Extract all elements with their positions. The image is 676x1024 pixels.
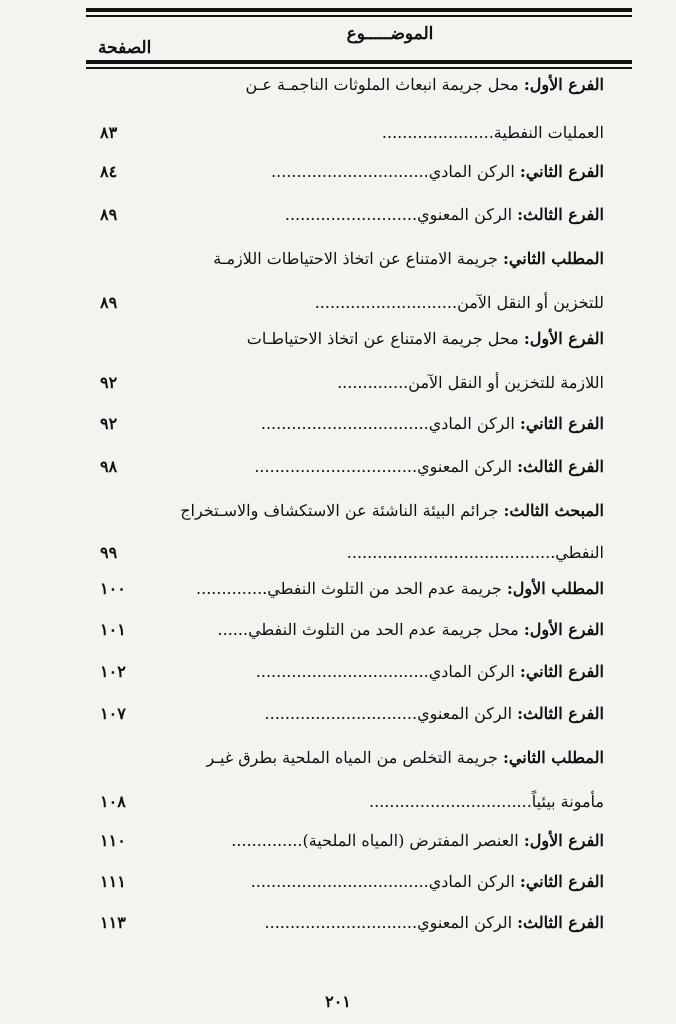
toc-entry-title: العنصر المفترض (المياه الملحية) [302, 831, 519, 850]
toc-entry-title: الركن المعنوي [417, 205, 513, 224]
page-number-text: ٩٨ [100, 457, 118, 476]
toc-entry-title: جريمة عدم الحد من التلوث النفطي [267, 579, 502, 598]
toc-entry-leader-dots: ................................ [369, 792, 532, 811]
toc-entry-page-number [100, 157, 160, 187]
toc-entry-title: جريمة التخلص من المياه الملحية بطرق غيـر [206, 748, 498, 767]
toc-entry [160, 200, 604, 230]
toc-entry-leader-dots: .............................. [264, 913, 418, 932]
page-number-text: ٨٩ [100, 293, 118, 312]
toc-entry [160, 70, 604, 100]
toc-entry-title: الركن المادي [428, 414, 515, 433]
toc-entry-title: الركن المادي [428, 662, 515, 681]
toc-entry-page-number [100, 200, 160, 230]
toc-entry [160, 368, 604, 398]
toc-entry-leader-dots: .............. [196, 579, 268, 598]
toc-entry-leader-dots: ................................. [260, 414, 429, 433]
toc-entry-label: المطلب الثاني: [503, 748, 604, 767]
toc-entry-title: الركن المعنوي [417, 913, 513, 932]
toc-entry-label: المبحث الثالث: [503, 501, 604, 520]
toc-entry-page-number [100, 867, 160, 897]
toc-entry-label: الفرع الأول: [523, 620, 604, 639]
page-number-text: ١١١ [100, 872, 126, 891]
toc-entry [160, 157, 604, 187]
toc-entry-label: الفرع الثالث: [517, 913, 604, 932]
toc-entry [160, 538, 604, 568]
toc-entry-page-number [100, 118, 160, 148]
toc-entry-label: الفرع الثاني: [519, 872, 604, 891]
page-number-text: ٩٢ [100, 373, 118, 392]
toc-entry-leader-dots: .......................... [284, 205, 418, 224]
toc-entry-line [160, 409, 604, 439]
toc-entry-title: الركن المادي [428, 872, 515, 891]
toc-entry-label: الفرع الثاني: [519, 162, 604, 181]
toc-entry [160, 574, 604, 604]
toc-entry-label: الفرع الأول: [523, 329, 604, 348]
toc-entry-leader-dots: ...................... [381, 123, 494, 142]
toc-entry-label: الفرع الثالث: [517, 704, 604, 723]
toc-entry-page-number [100, 574, 160, 604]
toc-entry-leader-dots: ...... [217, 620, 249, 639]
toc-entry [160, 244, 604, 274]
toc-entry-line [160, 574, 604, 604]
toc-entry-label: الفرع الثاني: [519, 662, 604, 681]
toc-entry-leader-dots: .............. [337, 373, 409, 392]
toc-entry-leader-dots: ............................ [314, 293, 458, 312]
toc-entry [160, 657, 604, 687]
toc-entry-line [160, 908, 604, 938]
toc-entry-title: الركن المادي [428, 162, 515, 181]
toc-entry-label: الفرع الأول: [523, 831, 604, 850]
toc-entry-line [160, 615, 604, 645]
page-number-text: ٨٣ [100, 123, 118, 142]
toc-entry [160, 118, 604, 148]
toc-entry-line [160, 657, 604, 687]
toc-entry-line [160, 70, 604, 100]
toc-entry-leader-dots: .................................. [255, 662, 429, 681]
toc-entry-line [160, 496, 604, 526]
page-number-text: ١١٠ [100, 831, 126, 850]
toc-entry-line [160, 288, 604, 318]
toc-entry [160, 452, 604, 482]
toc-entry-title: محل جريمة الامتناع عن اتخاذ الاحتياطـات [246, 329, 519, 348]
topic-column-header: الموضـــــوع [346, 24, 434, 44]
toc-entry-label: الفرع الثالث: [517, 205, 604, 224]
toc-entry-line [160, 118, 604, 148]
toc-entry [160, 867, 604, 897]
toc-entry-title: جرائم البيئة الناشئة عن الاستكشاف والاسـتخراج [180, 501, 499, 520]
page-number-text: ١٠٢ [100, 662, 126, 681]
toc-entry-label: المطلب الثاني: [503, 249, 604, 268]
page-column-header: الصفحة [98, 38, 152, 58]
toc-entry [160, 787, 604, 817]
toc-entry-title: العمليات النفطية [493, 123, 604, 142]
toc-entry-title: للتخزين أو النقل الآمن [457, 293, 604, 312]
toc-entry [160, 908, 604, 938]
toc-entry-label: المطلب الأول: [506, 579, 604, 598]
page-number-text: ١٠٨ [100, 792, 126, 811]
page-number-text: ٨٤ [100, 162, 118, 181]
toc-entry-line [160, 200, 604, 230]
toc-entry-leader-dots: ................................ [254, 457, 418, 476]
page-number-text: ١٠٧ [100, 704, 126, 723]
toc-entry-page-number [100, 288, 160, 318]
toc-entry-page-number [100, 409, 160, 439]
toc-entry-leader-dots: ............................... [271, 162, 429, 181]
toc-entry-title: اللازمة للتخزين أو النقل الآمن [408, 373, 604, 392]
toc-entry-line [160, 826, 604, 856]
toc-entry-page-number [100, 368, 160, 398]
toc-entry-page-number [100, 787, 160, 817]
toc-entry-page-number [100, 538, 160, 568]
toc-entry [160, 288, 604, 318]
toc-entry [160, 743, 604, 773]
toc-entry-title: جريمة الامتناع عن اتخاذ الاحتياطات اللازمـة [213, 249, 498, 268]
toc-entry-line [160, 787, 604, 817]
toc-entry-title: الركن المعنوي [417, 704, 513, 723]
page-number-text: ١١٣ [100, 913, 126, 932]
toc-entry-title: الركن المعنوي [417, 457, 513, 476]
toc-entry-title: مأمونة بيئياً [531, 792, 604, 811]
toc-entry [160, 826, 604, 856]
toc-entry-page-number [100, 908, 160, 938]
toc-entry-line [160, 244, 604, 274]
page-number-text: ١٠٠ [100, 579, 126, 598]
toc-entry-page-number [100, 699, 160, 729]
toc-entry-title: النفطي [555, 543, 604, 562]
toc-entry-leader-dots: .............................. [264, 704, 418, 723]
toc-entry-title: محل جريمة عدم الحد من التلوث النفطي [248, 620, 519, 639]
page-number: ٢٠١ [325, 992, 351, 1011]
toc-entry-line [160, 157, 604, 187]
toc-entry-line [160, 699, 604, 729]
toc-entry-line [160, 743, 604, 773]
toc-entry-page-number [100, 826, 160, 856]
toc-entry-leader-dots: ......................................... [346, 543, 556, 562]
toc-entry-line [160, 867, 604, 897]
toc-entry-label: الفرع الثالث: [517, 457, 604, 476]
toc-entry-title: محل جريمة انبعاث الملوثات الناجمـة عـن [245, 75, 519, 94]
toc-entry [160, 324, 604, 354]
toc-entry-page-number [100, 452, 160, 482]
toc-entry-line [160, 452, 604, 482]
toc-entry-line [160, 368, 604, 398]
toc-entry [160, 496, 604, 526]
toc-entry-line [160, 538, 604, 568]
toc-entry-page-number [100, 615, 160, 645]
toc-entry [160, 615, 604, 645]
page-number-text: ٩٢ [100, 414, 118, 433]
toc-entry-page-number [100, 657, 160, 687]
toc-entry-label: الفرع الأول: [523, 75, 604, 94]
toc-entry [160, 699, 604, 729]
toc-entry [160, 409, 604, 439]
toc-entry-leader-dots: .............. [231, 831, 303, 850]
toc-entry-leader-dots: ................................... [250, 872, 429, 891]
page-number-text: ٨٩ [100, 205, 118, 224]
page-number-text: ١٠١ [100, 620, 126, 639]
toc-entry-line [160, 324, 604, 354]
toc-entry-label: الفرع الثاني: [519, 414, 604, 433]
page-number-text: ٩٩ [100, 543, 118, 562]
